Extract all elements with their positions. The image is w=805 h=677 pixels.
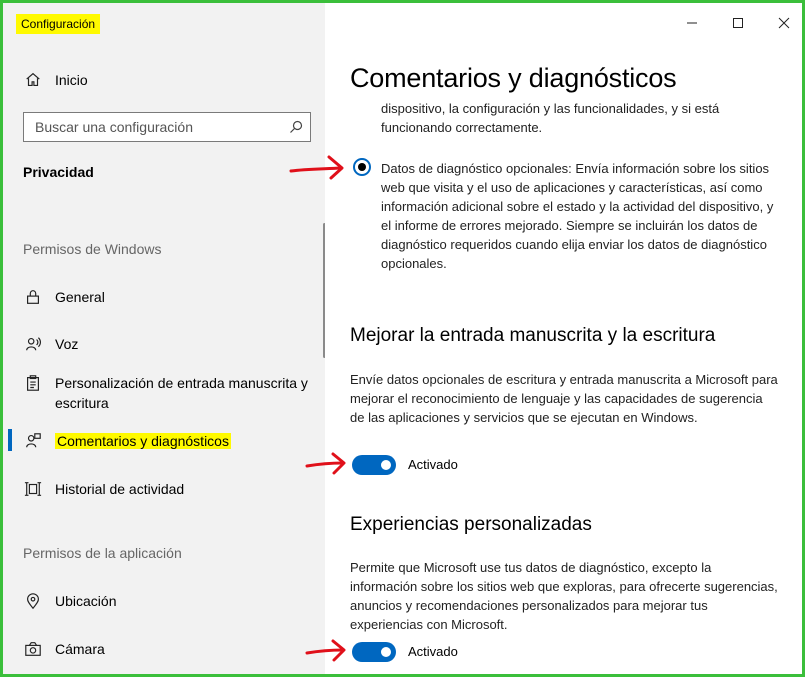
sidebar-item-feedback[interactable] xyxy=(23,431,313,451)
active-indicator xyxy=(8,429,12,451)
maximize-icon xyxy=(732,17,744,29)
toggle-knob xyxy=(381,460,391,470)
search-input[interactable] xyxy=(35,119,275,135)
sidebar-item-camera[interactable] xyxy=(23,639,313,659)
optional-data-text[interactable]: Datos de diagnóstico opcionales: Envía información sobre los sitios web que visita y el uso de aplicaciones y características, así como información adicional sobre el estado y la actividad del dispositivo, y el informe de errores mejorado. Siempre se incluirán los datos de diagnóstico requeridos cuando elija enviar los datos de diagnóstico opcionales. xyxy=(381,161,774,271)
annotation-arrow-icon xyxy=(303,451,349,477)
section-title: Privacidad xyxy=(23,164,94,180)
group-label-windows: Permisos de Windows xyxy=(23,241,162,257)
voice-icon xyxy=(23,334,43,354)
group-label-apps: Permisos de la aplicación xyxy=(23,545,182,561)
tailored-heading: Experiencias personalizadas xyxy=(350,514,592,535)
app-title: Configuración xyxy=(16,14,100,34)
minimize-button[interactable] xyxy=(677,11,707,35)
annotation-arrow-icon xyxy=(303,638,349,664)
sidebar-item-location[interactable] xyxy=(23,591,313,611)
close-button[interactable] xyxy=(769,11,799,35)
annotation-arrow-icon xyxy=(287,151,347,181)
inking-toggle-label: Activado xyxy=(408,457,458,472)
inking-description: Envíe datos opcionales de escritura y entrada manuscrita a Microsoft para mejorar el reconocimiento de lenguaje y las capacidades de sugerencia de las aplicaciones y servicios que se ejecutan en Windows. xyxy=(350,372,778,425)
sidebar-item-label: Ubicación xyxy=(55,593,117,609)
sidebar-item-label: Personalización de entrada manuscrita y escritura xyxy=(55,375,308,411)
sidebar-item-label: Cámara xyxy=(55,641,105,657)
sidebar-item-label: Inicio xyxy=(55,72,88,88)
optional-data-radio[interactable] xyxy=(353,158,371,176)
home-icon xyxy=(23,70,43,90)
sidebar-item-home[interactable] xyxy=(23,67,88,93)
main-content xyxy=(325,3,805,677)
inking-heading: Mejorar la entrada manuscrita y la escritura xyxy=(350,325,716,346)
maximize-button[interactable] xyxy=(723,11,753,35)
tailored-toggle-label: Activado xyxy=(408,644,458,659)
radio-selected-dot xyxy=(358,163,366,171)
sidebar-item-voz[interactable] xyxy=(23,334,313,354)
sidebar-item-inking[interactable] xyxy=(23,373,313,413)
sidebar-item-label: Historial de actividad xyxy=(55,481,185,497)
page-title: Comentarios y diagnósticos xyxy=(350,63,677,93)
intro-text: dispositivo, la configuración y las funcionalidades, y si está funcionando correctamente. xyxy=(381,101,720,135)
sidebar-item-label: General xyxy=(55,289,105,305)
toggle-knob xyxy=(381,647,391,657)
sidebar-item-general[interactable] xyxy=(23,287,313,307)
feedback-icon xyxy=(23,431,43,451)
sidebar-item-label: Voz xyxy=(55,336,79,352)
sidebar-item-label: Comentarios y diagnósticos xyxy=(57,433,229,449)
minimize-icon xyxy=(686,17,698,29)
location-icon xyxy=(23,591,43,611)
sidebar xyxy=(3,3,325,677)
sidebar-item-activity[interactable] xyxy=(23,479,313,499)
search-box[interactable] xyxy=(23,112,311,142)
tailored-description: Permite que Microsoft use tus datos de diagnóstico, excepto la información sobre los sitios web que exploras, para ofrecerte sugerencias, anuncios y recomendaciones personalizados para mejorar tus experiencias con Microsoft. xyxy=(350,560,778,632)
activity-history-icon xyxy=(23,479,43,499)
camera-icon xyxy=(23,639,43,659)
lock-icon xyxy=(23,287,43,307)
clipboard-icon xyxy=(23,373,43,393)
close-icon xyxy=(778,17,790,29)
search-icon[interactable] xyxy=(288,119,304,135)
inking-toggle[interactable] xyxy=(352,455,396,475)
tailored-toggle[interactable] xyxy=(352,642,396,662)
